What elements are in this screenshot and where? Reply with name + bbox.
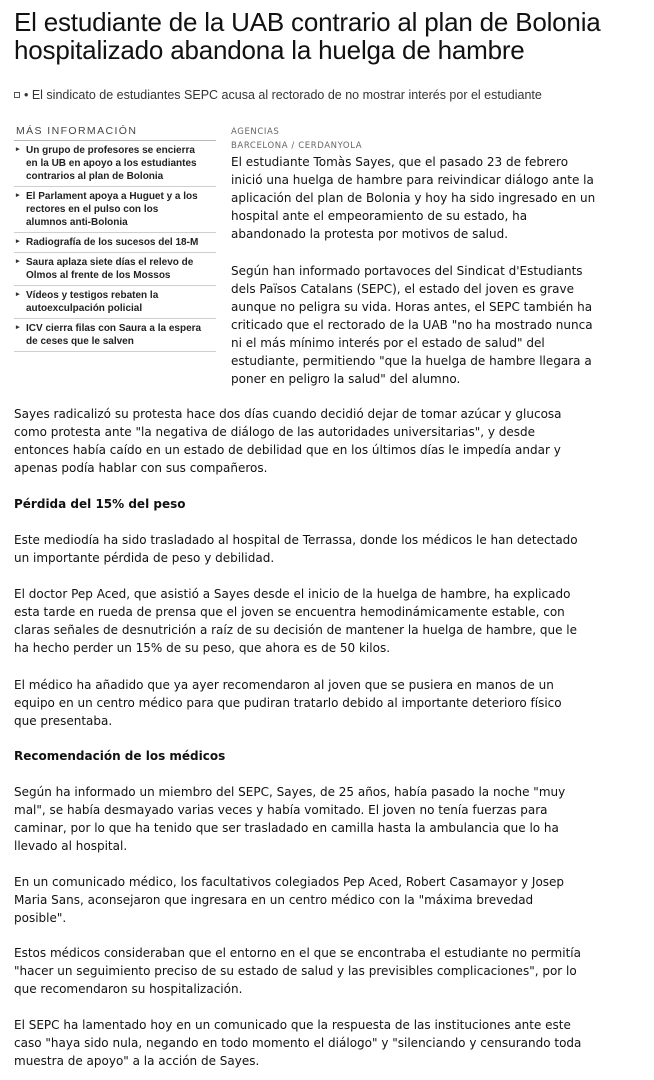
related-news-line: El Parlament apoya a Huguet y a los — [26, 191, 198, 202]
related-news-line: autoexculpación policial — [26, 303, 143, 314]
headline-text: El estudiante de la UAB contrario al plan de Bolonia hospitalizado abandona la huelga de hambre — [14, 7, 601, 65]
arrow-right-icon: ▸ — [16, 291, 20, 298]
text-line: Estos médicos consideraban que el entorno en el que se encontraba el estudiante no permitía — [14, 946, 581, 960]
text-line: que presentaba. — [14, 714, 113, 728]
subtitle — [14, 87, 644, 103]
arrow-right-icon: ▸ — [16, 324, 20, 331]
related-news-link[interactable] — [14, 141, 216, 187]
related-news-line: de ceses que le salven — [26, 336, 134, 347]
text-line: equipo en un centro médico para que pudiran tratarlo debido al importante deterioro físico — [14, 696, 562, 710]
related-news-link[interactable] — [14, 319, 216, 352]
text-line: ha hecho perder un 15% de su peso, que ahora es de 50 kilos. — [14, 641, 391, 655]
text-line: El SEPC ha lamentado hoy en un comunicado que la respuesta de las instituciones ante este — [14, 1018, 571, 1032]
paragraph — [14, 405, 644, 477]
text-line: como protesta ante "la negativa de diálogo de las autoridades universitarias", y desde — [14, 425, 536, 439]
text-line: aunque no peligra su vida. Horas antes, el SEPC también ha — [231, 300, 593, 314]
location-label: BARCELONA / CERDANYOLA — [231, 141, 363, 151]
text-line: apenas podía hablar con sus compañeros. — [14, 461, 268, 475]
subtitle-text: • El sindicato de estudiantes SEPC acusa al rectorado de no mostrar interés por el estudiante — [24, 88, 542, 102]
text-line: posible". — [14, 911, 67, 925]
text-line: caminar, por lo que ha tenido que ser trasladado en camilla hasta la ambulancia que lo ha — [14, 821, 559, 835]
text-line: caso "haya sido nula, negando en todo momento el diálogo" y "silenciando y censurando toda — [14, 1036, 582, 1050]
section-heading: Recomendación de los médicos — [14, 749, 226, 763]
text-line: abandonado la protesta por motivos de salud. — [231, 227, 509, 241]
headline — [14, 8, 644, 64]
text-line: El médico ha añadido que ya ayer recomendaron al joven que se pusiera en manos de un — [14, 678, 554, 692]
article-meta — [231, 125, 362, 153]
text-line: llevado al hospital. — [14, 839, 128, 853]
paragraph — [231, 262, 641, 388]
related-news-link[interactable] — [14, 253, 216, 286]
text-line: estudiante, permitiendo "que la huelga de hambre llegara a — [231, 354, 592, 368]
related-news-link[interactable] — [14, 187, 216, 233]
related-news-line: Un grupo de profesores se encierra — [26, 145, 195, 156]
related-news-line: en la UB en apoyo a los estudiantes — [26, 158, 197, 169]
text-line: El doctor Pep Aced, que asistió a Sayes desde el inicio de la huelga de hambre, ha explicado — [14, 587, 571, 601]
text-line: En un comunicado médico, los facultativos colegiados Pep Aced, Robert Casamayor y Josep — [14, 875, 565, 889]
text-line: entonces había caído en un estado de debilidad que en los últimos días le impedía andar y — [14, 443, 561, 457]
arrow-right-icon: ▸ — [16, 192, 20, 199]
arrow-right-icon: ▸ — [16, 238, 20, 245]
section-heading: Pérdida del 15% del peso — [14, 497, 186, 511]
paragraph — [14, 585, 644, 657]
paragraph — [14, 783, 644, 855]
text-line: dels Països Catalans (SEPC), el estado del joven es grave — [231, 282, 574, 296]
text-line: poner en peligro la salud" del alumno. — [231, 372, 461, 386]
text-line: claras señales de desnutrición a raíz de su decisión de mantener la huelga de hambre, que le — [14, 623, 578, 637]
related-news-line: alumnos anti-Bolonia — [26, 217, 128, 228]
text-line: muestra de apoyo" a la acción de Sayes. — [14, 1054, 260, 1068]
paragraph — [14, 944, 644, 998]
text-line: mal", se había desmayado varias veces y había vomitado. El joven no tenía fuerzas para — [14, 803, 548, 817]
text-line: Maria Sans, aconsejaron que ingresara en un centro médico con la "máxima brevedad — [14, 893, 534, 907]
text-line: esta tarde en rueda de prensa que el joven se encuentra hemodinámicamente estable, con — [14, 605, 565, 619]
related-news-line: rectores en el pulso con los — [26, 204, 159, 215]
paragraph — [14, 676, 644, 730]
related-news-link[interactable] — [14, 286, 216, 319]
text-line: un importante pérdida de peso y debilidad. — [14, 551, 275, 565]
text-line: Sayes radicalizó su protesta hace dos días cuando decidió dejar de tomar azúcar y glucosa — [14, 407, 562, 421]
text-line: hospital ante el empeoramiento de su estado, ha — [231, 209, 528, 223]
square-bullet-icon — [14, 92, 20, 98]
text-line: criticado que el rectorado de la UAB "no ha mostrado nunca — [231, 318, 593, 332]
sidebar-list — [14, 141, 216, 352]
arrow-right-icon: ▸ — [16, 258, 20, 265]
arrow-right-icon: ▸ — [16, 146, 20, 153]
text-line: ni el más mínimo interés por el estado de salud" del — [231, 336, 545, 350]
related-news-line: contrarios al plan de Bolonia — [26, 171, 164, 182]
text-line: que recomendaron su hospitalización. — [14, 982, 243, 996]
text-line: "hacer un seguimiento preciso de su estado de salud y las previsibles complicaciones", por lo — [14, 964, 577, 978]
text-line: Según han informado portavoces del Sindicat d'Estudiants — [231, 264, 583, 278]
related-news-line: ICV cierra filas con Saura a la espera — [26, 323, 202, 334]
sidebar-title: MÁS INFORMACIÓN — [14, 124, 216, 141]
related-news-sidebar — [14, 124, 216, 352]
related-news-link[interactable] — [14, 233, 216, 253]
paragraph — [14, 1016, 644, 1070]
source-label: AGENCIAS — [231, 127, 280, 137]
paragraph — [14, 873, 644, 927]
text-line: Este mediodía ha sido trasladado al hospital de Terrassa, donde los médicos le han detectado — [14, 533, 578, 547]
related-news-line: Saura aplaza siete días el relevo de — [26, 257, 194, 268]
text-line: Según ha informado un miembro del SEPC, Sayes, de 25 años, había pasado la noche "muy — [14, 785, 566, 799]
paragraph — [14, 531, 644, 567]
text-line: El estudiante Tomàs Sayes, que el pasado 23 de febrero — [231, 155, 569, 169]
text-line: aplicación del plan de Bolonia y hoy ha sido ingresado en un — [231, 191, 596, 205]
related-news-line: Olmos al frente de los Mossos — [26, 270, 171, 281]
related-news-line: Radiografía de los sucesos del 18-M — [26, 237, 199, 248]
text-line: inició una huelga de hambre para reivindicar diálogo ante la — [231, 173, 594, 187]
paragraph — [231, 153, 641, 243]
related-news-line: Vídeos y testigos rebaten la — [26, 290, 159, 301]
